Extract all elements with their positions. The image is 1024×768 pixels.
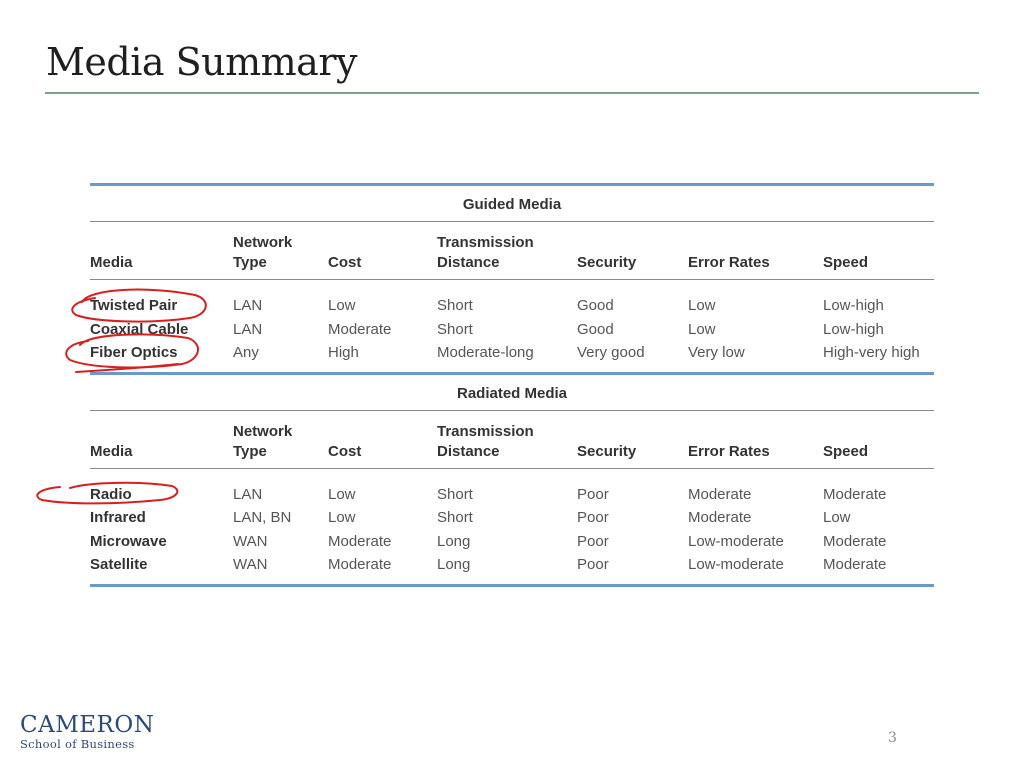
table-cell: Poor <box>577 509 609 526</box>
column-header-error-rates: Error Rates <box>688 254 770 271</box>
table-cell: Moderate <box>328 532 392 550</box>
media-name-cell: Coaxial Cable <box>90 320 189 338</box>
guided-row <box>90 341 934 365</box>
guided-row <box>90 318 934 342</box>
table-cell: Any <box>233 344 259 361</box>
table-cell: Long <box>437 556 471 573</box>
table-cell: Low-moderate <box>688 532 784 550</box>
column-header-transmission-distance <box>437 233 534 273</box>
media-summary-table <box>90 183 934 587</box>
table-cell: Moderate <box>688 485 752 503</box>
table-cell: Short <box>437 485 473 503</box>
column-header-network-type-text: Network Type <box>233 234 293 271</box>
table-bottom-rule <box>90 584 934 587</box>
table-cell: Low <box>328 297 356 314</box>
radiated-row <box>90 553 934 577</box>
column-header-media: Media <box>90 254 133 271</box>
table-cell: Short <box>437 320 473 338</box>
table-cell: Short <box>437 509 473 526</box>
table-cell: Low <box>688 297 716 314</box>
table-cell: Good <box>577 297 614 314</box>
table-cell: Low <box>823 509 851 526</box>
table-cell: LAN, BN <box>233 509 292 526</box>
radiated-row <box>90 530 934 554</box>
table-cell: Low <box>328 509 356 526</box>
table-cell: Good <box>577 320 614 338</box>
media-name-cell: Twisted Pair <box>90 297 178 314</box>
column-header-media: Media <box>90 442 133 460</box>
table-cell: Poor <box>577 485 609 503</box>
table-cell: Very low <box>688 344 745 361</box>
radiated-row <box>90 506 934 530</box>
column-header-network-type-text: Network Type <box>233 422 293 460</box>
logo-wordmark: CAMERON <box>20 712 155 738</box>
guided-media-rows <box>90 294 934 365</box>
table-cell: Moderate <box>823 532 887 550</box>
table-cell: Low-high <box>823 297 884 314</box>
table-cell: Poor <box>577 556 609 573</box>
table-cell: Moderate <box>823 556 887 573</box>
table-cell: LAN <box>233 320 263 338</box>
radiated-row <box>90 483 934 507</box>
media-name-cell: Fiber Optics <box>90 344 178 361</box>
cameron-logo <box>20 713 154 751</box>
column-header-cost: Cost <box>328 254 362 271</box>
column-header-network-type <box>233 422 292 462</box>
column-header-transmission-distance <box>437 422 534 462</box>
column-header-network-type <box>233 233 292 273</box>
radiated-media-heading: Radiated Media <box>456 384 568 402</box>
media-name-cell: Infrared <box>90 509 146 526</box>
table-cell: LAN <box>233 485 263 503</box>
column-header-transmission-distance-text: Transmission Distance <box>437 234 534 271</box>
guided-header-row <box>90 222 934 279</box>
table-cell: High-very high <box>823 344 920 361</box>
radiated-header-row <box>90 411 934 468</box>
column-header-cost: Cost <box>328 442 362 460</box>
table-cell: Low <box>688 320 716 338</box>
slide-title: Media Summary <box>46 40 357 84</box>
table-cell: Low-high <box>823 320 884 338</box>
column-header-transmission-distance-text: Transmission Distance <box>437 422 534 460</box>
table-cell: Moderate <box>688 509 752 526</box>
media-name-cell: Radio <box>90 485 132 503</box>
table-cell: Moderate-long <box>437 344 534 361</box>
table-cell: Moderate <box>823 485 887 503</box>
column-header-speed: Speed <box>823 254 869 271</box>
table-cell: Long <box>437 532 471 550</box>
table-cell: Short <box>437 297 473 314</box>
guided-media-heading: Guided Media <box>462 196 562 213</box>
column-header-security: Security <box>577 254 637 271</box>
table-cell: Moderate <box>328 556 392 573</box>
media-name-cell: Satellite <box>90 556 148 573</box>
page-number: 3 <box>888 730 897 746</box>
table-cell: WAN <box>233 532 268 550</box>
column-header-security: Security <box>577 442 637 460</box>
table-cell: Poor <box>577 532 609 550</box>
table-cell: Low <box>328 485 356 503</box>
title-underline <box>45 92 979 94</box>
table-cell: Low-moderate <box>688 556 784 573</box>
table-cell: High <box>328 344 359 361</box>
radiated-media-rows <box>90 483 934 577</box>
table-cell: Very good <box>577 344 645 361</box>
guided-row <box>90 294 934 318</box>
logo-subtitle: School of Business <box>20 737 135 751</box>
media-name-cell: Microwave <box>90 532 167 550</box>
table-cell: WAN <box>233 556 268 573</box>
table-cell: LAN <box>233 297 263 314</box>
table-cell: Moderate <box>328 320 392 338</box>
column-header-error-rates: Error Rates <box>688 442 770 460</box>
column-header-speed: Speed <box>823 442 869 460</box>
